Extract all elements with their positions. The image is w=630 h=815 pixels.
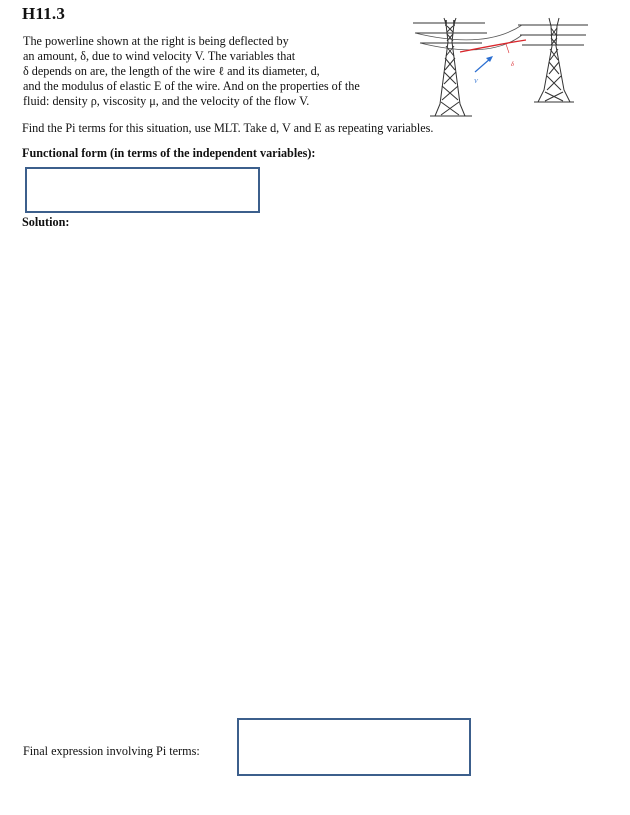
- deflected-wire: [460, 40, 526, 52]
- solution-label: Solution:: [22, 215, 70, 229]
- deflection-marker: [506, 44, 509, 53]
- problem-title: H11.3: [22, 4, 66, 23]
- wire-lines: [415, 25, 526, 52]
- powerline-figure: [410, 12, 590, 120]
- problem-text-line-4: and the modulus of elastic E of the wire. And on the properties of the: [23, 79, 360, 93]
- problem-text-line-1: The powerline shown at the right is being deflected by: [23, 34, 289, 48]
- wind-arrow-icon: [475, 56, 493, 72]
- left-tower-icon: [413, 18, 487, 116]
- final-expression-answer-box[interactable]: [237, 718, 471, 776]
- instruction-text: Find the Pi terms for this situation, use MLT. Take d, V and E as repeating variables.: [22, 121, 434, 135]
- functional-form-answer-box[interactable]: [25, 167, 260, 213]
- right-tower-icon: [518, 18, 588, 102]
- problem-text-line-5: fluid: density ρ, viscosity μ, and the velocity of the flow V.: [23, 94, 310, 108]
- deflection-label: δ: [511, 62, 514, 68]
- final-expression-label: Final expression involving Pi terms:: [23, 744, 200, 758]
- velocity-label: V: [474, 79, 478, 85]
- functional-form-label: Functional form (in terms of the independent variables):: [22, 146, 316, 160]
- problem-text-line-3: δ depends on are, the length of the wire ℓ and its diameter, d,: [23, 64, 320, 78]
- problem-text-line-2: an amount, δ, due to wind velocity V. The variables that: [23, 49, 296, 63]
